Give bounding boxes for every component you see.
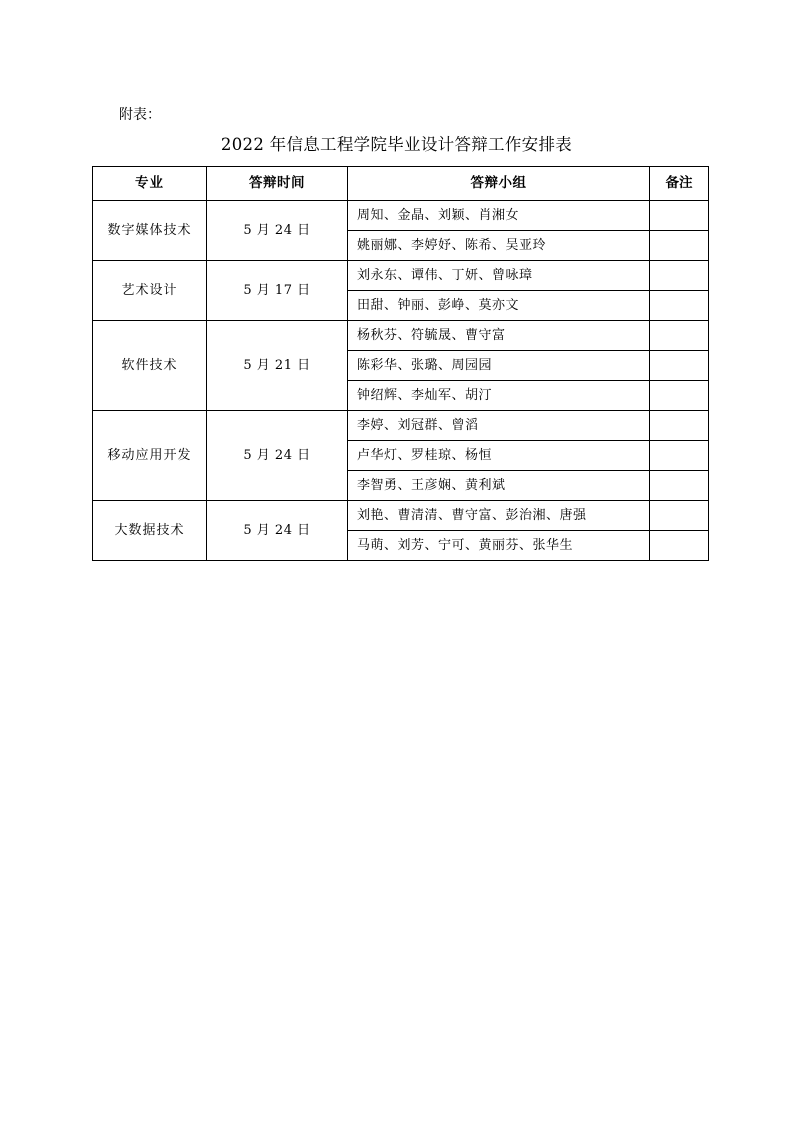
header-note: 备注 <box>650 167 709 201</box>
date-cell: 5 月 24 日 <box>207 201 348 261</box>
note-cell <box>650 231 709 261</box>
header-major: 专业 <box>93 167 207 201</box>
date-cell: 5 月 24 日 <box>207 411 348 501</box>
major-cell: 软件技术 <box>93 321 207 411</box>
group-cell: 钟绍辉、李灿军、胡汀 <box>348 381 650 411</box>
note-cell <box>650 261 709 291</box>
note-cell <box>650 531 709 561</box>
major-cell: 艺术设计 <box>93 261 207 321</box>
note-cell <box>650 201 709 231</box>
group-cell: 杨秋芬、符毓晟、曹守富 <box>348 321 650 351</box>
group-cell: 卢华灯、罗桂琼、杨恒 <box>348 441 650 471</box>
group-cell: 田甜、钟丽、彭峥、莫亦文 <box>348 291 650 321</box>
note-cell <box>650 381 709 411</box>
note-cell <box>650 351 709 381</box>
group-cell: 李智勇、王彦娴、黄利斌 <box>348 471 650 501</box>
table-row <box>93 261 709 291</box>
appendix-label: 附表： <box>119 107 161 123</box>
table-row <box>93 411 709 441</box>
date-cell: 5 月 24 日 <box>207 501 348 561</box>
major-cell: 大数据技术 <box>93 501 207 561</box>
note-cell <box>650 501 709 531</box>
group-cell: 姚丽娜、李婷妤、陈希、吴亚玲 <box>348 231 650 261</box>
note-cell <box>650 291 709 321</box>
note-cell <box>650 321 709 351</box>
table-row <box>93 201 709 231</box>
group-cell: 李婷、刘冠群、曾滔 <box>348 411 650 441</box>
major-cell: 移动应用开发 <box>93 411 207 501</box>
header-date: 答辩时间 <box>207 167 348 201</box>
table-row <box>93 501 709 531</box>
table-row <box>93 321 709 351</box>
note-cell <box>650 411 709 441</box>
group-cell: 刘永东、谭伟、丁妍、曾咏璋 <box>348 261 650 291</box>
note-cell <box>650 441 709 471</box>
group-cell: 周知、金晶、刘颖、肖湘女 <box>348 201 650 231</box>
major-cell: 数字媒体技术 <box>93 201 207 261</box>
document-title: 2022 年信息工程学院毕业设计答辩工作安排表 <box>220 135 573 154</box>
group-cell: 刘艳、曹清清、曹守富、彭治湘、唐强 <box>348 501 650 531</box>
table-header-row <box>93 167 709 201</box>
group-cell: 马萌、刘芳、宁可、黄丽芬、张华生 <box>348 531 650 561</box>
date-cell: 5 月 21 日 <box>207 321 348 411</box>
note-cell <box>650 471 709 501</box>
header-group: 答辩小组 <box>348 167 650 201</box>
schedule-table <box>92 166 709 561</box>
group-cell: 陈彩华、张璐、周园园 <box>348 351 650 381</box>
date-cell: 5 月 17 日 <box>207 261 348 321</box>
